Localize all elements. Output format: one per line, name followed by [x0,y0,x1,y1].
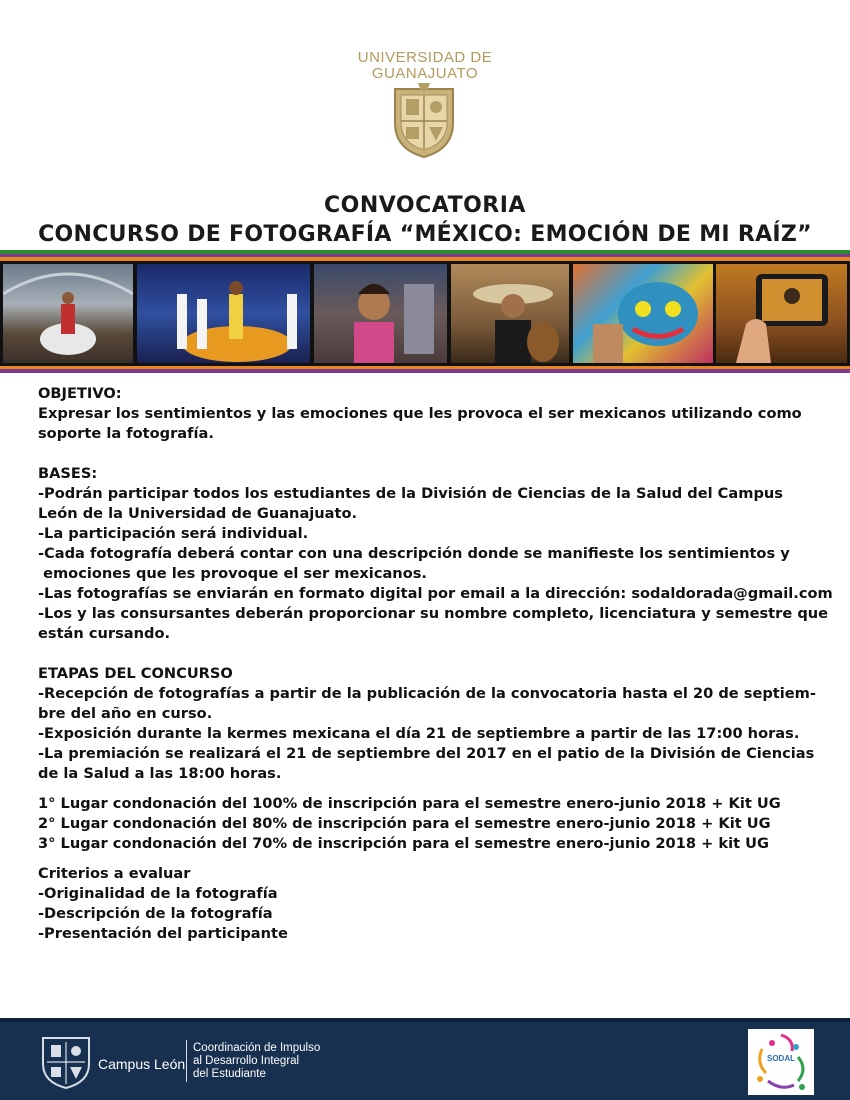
body-line: -Presentación del participante [38,925,288,942]
photo-phone-selfie [716,264,847,363]
body-line: -Originalidad de la fotografía [38,885,278,902]
prize-line: 3° Lugar condonación del 70% de inscripción para el semestre enero-junio 2018 + kit UG [38,835,769,852]
university-name [0,50,850,82]
body-line: soporte la fotografía. [38,425,214,442]
photo-huichol-mask [573,264,713,363]
body-line-email: -Las fotografías se enviarán en formato digital por email a la dirección: sodaldorada@gmail.com [38,585,833,602]
body-line: de la Salud a las 18:00 horas. [38,765,282,782]
body-line: -Descripción de la fotografía [38,905,273,922]
footer-divider [186,1040,187,1082]
section-heading: OBJETIVO: [38,385,122,402]
body-line: -Podrán participar todos los estudiantes de la División de Ciencias de la Salud del Campus [38,485,783,502]
photo-folk-dancers [137,264,310,363]
body-line: León de la Universidad de Guanajuato. [38,505,358,522]
body-line: están cursando. [38,625,171,642]
photo-mariachi [451,264,569,363]
body-line: -Cada fotografía deberá contar con una descripción donde se manifieste los sentimientos y [38,545,790,562]
footer [0,1018,850,1100]
campus-name: Campus León [98,1056,186,1072]
university-crest-icon [391,83,457,159]
sodal-logo-icon [748,1029,814,1095]
university-name-line2: GUANAJUATO [371,65,479,82]
section-heading: Criterios a evaluar [38,865,191,882]
section-heading: BASES: [38,465,98,482]
coordination-line2: al Desarrollo Integral [193,1055,300,1067]
body-line: -Los y las consursantes deberán proporcionar su nombre completo, licenciatura y semestre que [38,605,829,622]
section-premios [38,794,838,854]
body-line: bre del año en curso. [38,705,213,722]
document-body [38,384,838,944]
section-criterios [38,864,838,944]
section-bases [38,464,838,644]
prize-line: 2° Lugar condonación del 80% de inscripción para el semestre enero-junio 2018 + Kit UG [38,815,771,832]
photo-smiling-woman [314,264,447,363]
sodal-label: SODAL [767,1054,795,1063]
body-line: -La premiación se realizará el 21 de septiembre del 2017 en el patio de la División de Ciencias [38,745,815,762]
section-heading: ETAPAS DEL CONCURSO [38,665,233,682]
body-line: Expresar los sentimientos y las emociones que les provoca el ser mexicanos utilizando como [38,405,802,422]
photo-strip [0,261,850,366]
photo-dancer-stadium [3,264,133,363]
body-line: emociones que les provoque el ser mexicanos. [38,565,427,582]
section-etapas [38,664,838,784]
coordination-line1: Coordinación de Impulso [193,1042,321,1054]
university-crest-icon [40,1034,92,1090]
coordination-line3: del Estudiante [193,1068,266,1080]
prize-line: 1° Lugar condonación del 100% de inscripción para el semestre enero-junio 2018 + Kit UG [38,795,781,812]
body-line: -Exposición durante la kermes mexicana el día 21 de septiembre a partir de las 17:00 horas. [38,725,800,742]
stripe-purple-bottom [0,369,850,373]
coordination-name [193,1042,320,1081]
section-objetivo [38,384,838,444]
page-title-line1: CONVOCATORIA [324,193,526,218]
page-title-line2: CONCURSO DE FOTOGRAFÍA “MÉXICO: EMOCIÓN DE MI RAÍZ” [38,222,812,247]
body-line: -Recepción de fotografías a partir de la publicación de la convocatoria hasta el 20 de septiem- [38,685,816,702]
university-name-line1: UNIVERSIDAD DE [357,49,493,66]
body-line: -La participación será individual. [38,525,309,542]
